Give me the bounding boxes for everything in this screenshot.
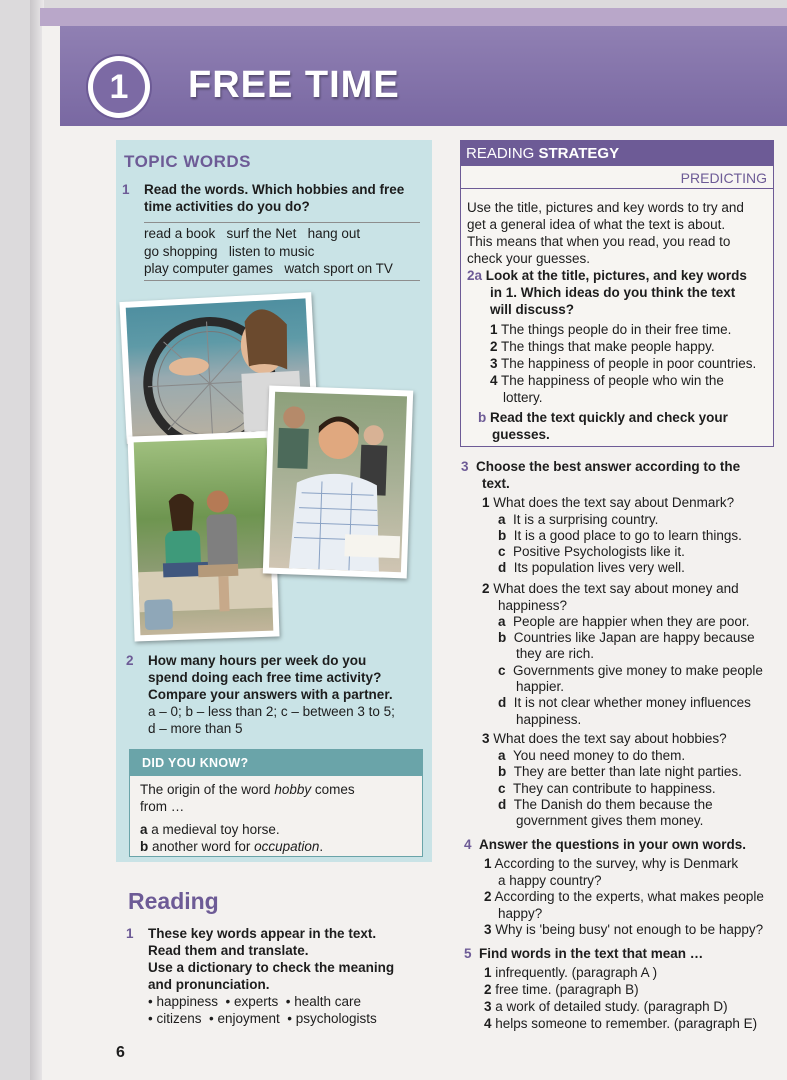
idea-item xyxy=(490,338,715,355)
topic-words-line: read a book surf the Net hang out xyxy=(144,226,361,241)
page-number: 6 xyxy=(116,1044,125,1061)
did-you-know-text: comes xyxy=(311,782,355,797)
q3-sub2-cont: happiness? xyxy=(498,598,568,613)
idea-number: 3 xyxy=(490,356,498,371)
strategy-line: Use the title, pictures and key words to try and xyxy=(467,200,744,215)
q3-sub2-opt: c Governments give money to make people xyxy=(498,663,763,678)
q3-sub3-opt: b They are better than late night parties. xyxy=(498,764,742,779)
q3-sub3: 3 What does the text say about hobbies? xyxy=(482,731,727,746)
q2a-number: 2a xyxy=(467,268,483,283)
option-text: It is not clear whether money influences xyxy=(513,695,751,710)
q3-text: Choose the best answer according to the xyxy=(476,459,741,474)
q5-item: 1 infrequently. (paragraph A ) xyxy=(484,965,658,980)
unit-number-badge xyxy=(88,56,150,118)
strategy-heading-bold: STRATEGY xyxy=(538,145,620,162)
topic-words-heading: TOPIC WORDS xyxy=(124,152,252,171)
option-text: It is a surprising country. xyxy=(513,512,659,527)
key-words-line: • happiness • experts • health care xyxy=(148,994,362,1009)
option-b-text: . xyxy=(319,839,324,854)
idea-text: The happiness of people in poor countries. xyxy=(501,356,757,371)
idea-item xyxy=(490,355,756,372)
reading-q1-line: Use a dictionary to check the meaning xyxy=(148,960,395,975)
qb-line1 xyxy=(478,409,728,426)
q3-sub2-opt: b Countries like Japan are happy because xyxy=(498,630,755,645)
did-you-know-text: The origin of the word xyxy=(140,782,275,797)
option-b-word: occupation xyxy=(254,839,320,854)
q4-item-cont: happy? xyxy=(498,906,543,921)
q5-item-text: infrequently. (paragraph A ) xyxy=(495,965,658,980)
q5-item: 3 a work of detailed study. (paragraph D) xyxy=(484,999,728,1014)
q4-number: 4 xyxy=(464,837,472,852)
reading-q1-line: Read them and translate. xyxy=(148,943,309,958)
q5-text: Find words in the text that mean … xyxy=(479,946,704,961)
q3-sub1-opt: c Positive Psychologists like it. xyxy=(498,544,685,559)
photo-boy-reading xyxy=(263,386,413,579)
q4-item-text: According to the survey, why is Denmark xyxy=(494,856,739,871)
topic-words-line: go shopping listen to music xyxy=(144,243,315,259)
q4-item-cont: a happy country? xyxy=(498,873,602,888)
reading-strategy-heading xyxy=(461,141,773,166)
option-text: People are happier when they are poor. xyxy=(513,614,750,629)
q3-text: text. xyxy=(482,476,510,491)
option-text: Governments give money to make people xyxy=(513,663,763,678)
q4-text: Answer the questions in your own words. xyxy=(479,837,747,852)
topic-q1-line1: Read the words. Which hobbies and free xyxy=(144,182,405,197)
q4-item-text: Why is 'being busy' not enough to be happy? xyxy=(495,922,764,937)
option-text: It is a good place to go to learn things. xyxy=(513,528,742,543)
q5-item: 4 helps someone to remember. (paragraph E) xyxy=(484,1016,758,1031)
q2a-text: will discuss? xyxy=(490,302,575,317)
q3-sub2-opt: a People are happier when they are poor. xyxy=(498,614,750,629)
option-text: The Danish do them because the xyxy=(513,797,713,812)
q2a-text: Look at the title, pictures, and key words xyxy=(485,268,747,283)
did-you-know-word-hobby: hobby xyxy=(274,782,312,797)
photo-couple xyxy=(127,432,279,642)
option-a-text: a medieval toy horse. xyxy=(151,822,280,837)
option-text: They are better than late night parties. xyxy=(513,764,742,779)
q2a-line1 xyxy=(467,267,747,284)
strategy-text xyxy=(467,199,767,267)
qb-text: Read the text quickly and check your xyxy=(490,410,728,425)
topic-q2-line1: How many hours per week do you xyxy=(148,653,367,668)
q2a-line3 xyxy=(490,301,574,318)
strategy-line: check your guesses. xyxy=(467,251,591,266)
topic-words-list xyxy=(144,222,420,281)
unit-title: FREE TIME xyxy=(188,64,400,106)
q3-sub-text: What does the text say about money and xyxy=(493,581,739,596)
idea-text: The things people do in their free time. xyxy=(501,322,732,337)
q4-item-text: According to the experts, what makes people xyxy=(494,889,764,904)
topic-q2-answers-line2: d – more than 5 xyxy=(148,721,243,736)
strategy-line: get a general idea of what the text is about. xyxy=(467,217,726,232)
boy-with-book-image xyxy=(269,392,407,572)
couple-sitting-image xyxy=(134,438,274,636)
q5-item-text: free time. (paragraph B) xyxy=(495,982,639,997)
q3-sub2: 2 What does the text say about money and xyxy=(482,581,739,596)
reading-q1-number: 1 xyxy=(126,926,134,941)
top-strip xyxy=(40,8,787,26)
topic-words-line: play computer games watch sport on TV xyxy=(144,261,393,276)
q3-sub1-opt: b It is a good place to go to learn things. xyxy=(498,528,742,543)
idea-item xyxy=(490,372,724,389)
did-you-know-heading: DID YOU KNOW? xyxy=(130,750,422,776)
did-you-know-text: from … xyxy=(140,799,185,814)
did-you-know-body xyxy=(130,776,422,860)
topic-q2 xyxy=(126,652,426,737)
q3-sub3-opt: a You need money to do them. xyxy=(498,748,686,763)
option-cont: happier. xyxy=(516,679,565,694)
option-cont: happiness. xyxy=(516,712,582,727)
option-cont: government gives them money. xyxy=(516,813,704,828)
idea-item-cont: lottery. xyxy=(503,390,543,405)
option-a-label: a xyxy=(140,822,148,837)
did-you-know-box xyxy=(129,749,423,857)
option-cont: they are rich. xyxy=(516,646,595,661)
qb-line2 xyxy=(492,426,550,443)
option-text: You need money to do them. xyxy=(513,748,686,763)
q2a-text: in 1. Which ideas do you think the text xyxy=(490,285,736,300)
q5-number: 5 xyxy=(464,946,472,961)
topic-q2-line3: Compare your answers with a partner. xyxy=(148,687,393,702)
q3-sub-text: What does the text say about Denmark? xyxy=(493,495,735,510)
q3-sub3-opt: d The Danish do them because the xyxy=(498,797,713,812)
q4-item: 2 According to the experts, what makes people xyxy=(484,889,764,904)
reading-q1 xyxy=(126,925,426,1027)
q5-item: 2 free time. (paragraph B) xyxy=(484,982,639,997)
strategy-line: This means that when you read, you read to xyxy=(467,234,731,249)
q3-sub1-opt: a It is a surprising country. xyxy=(498,512,659,527)
q4-item: 3 Why is 'being busy' not enough to be happy? xyxy=(484,922,764,937)
idea-text: The happiness of people who win the xyxy=(501,373,724,388)
option-text: Positive Psychologists like it. xyxy=(513,544,685,559)
idea-item xyxy=(490,321,731,338)
q4-title xyxy=(464,836,746,853)
option-text: They can contribute to happiness. xyxy=(513,781,716,796)
topic-q2-number: 2 xyxy=(126,653,134,668)
q2a-line2 xyxy=(490,284,735,301)
q3-sub3-opt: c They can contribute to happiness. xyxy=(498,781,716,796)
q3-line2 xyxy=(482,475,510,492)
topic-q2-line2: spend doing each free time activity? xyxy=(148,670,382,685)
qb-text: guesses. xyxy=(492,427,550,442)
q3-sub-text: What does the text say about hobbies? xyxy=(493,731,727,746)
q3-number: 3 xyxy=(461,459,469,474)
topic-q1 xyxy=(122,181,427,215)
reading-q1-line: and pronunciation. xyxy=(148,977,270,992)
idea-number: 1 xyxy=(490,322,498,337)
topic-q1-line2: time activities do you do? xyxy=(144,199,310,214)
topic-q2-answers-line1: a – 0; b – less than 2; c – between 3 to 5; xyxy=(148,704,395,719)
q3-sub2-opt: d It is not clear whether money influences xyxy=(498,695,751,710)
q5-item-text: a work of detailed study. (paragraph D) xyxy=(495,999,728,1014)
unit-number: 1 xyxy=(93,61,145,113)
q3-sub1-opt: d Its population lives very well. xyxy=(498,560,685,575)
q3-line1 xyxy=(461,458,740,475)
reading-heading: Reading xyxy=(128,888,219,914)
key-words-line: • citizens • enjoyment • psychologists xyxy=(148,1011,377,1026)
idea-text: The things that make people happy. xyxy=(501,339,715,354)
q4-item: 1 According to the survey, why is Denmark xyxy=(484,856,739,871)
option-b-label: b xyxy=(140,839,149,854)
strategy-heading-text: READING xyxy=(466,145,539,162)
unit-banner xyxy=(60,26,787,126)
option-b-text: another word for xyxy=(152,839,255,854)
qb-number: b xyxy=(478,410,487,425)
idea-number: 4 xyxy=(490,373,498,388)
option-text: Countries like Japan are happy because xyxy=(513,630,755,645)
topic-q1-number: 1 xyxy=(122,182,130,197)
option-text: Its population lives very well. xyxy=(513,560,685,575)
strategy-subheading: PREDICTING xyxy=(461,166,773,189)
q3-sub1: 1 What does the text say about Denmark? xyxy=(482,495,735,510)
q5-item-text: helps someone to remember. (paragraph E) xyxy=(495,1016,758,1031)
q5-title xyxy=(464,945,703,962)
idea-number: 2 xyxy=(490,339,498,354)
reading-q1-line: These key words appear in the text. xyxy=(148,926,377,941)
